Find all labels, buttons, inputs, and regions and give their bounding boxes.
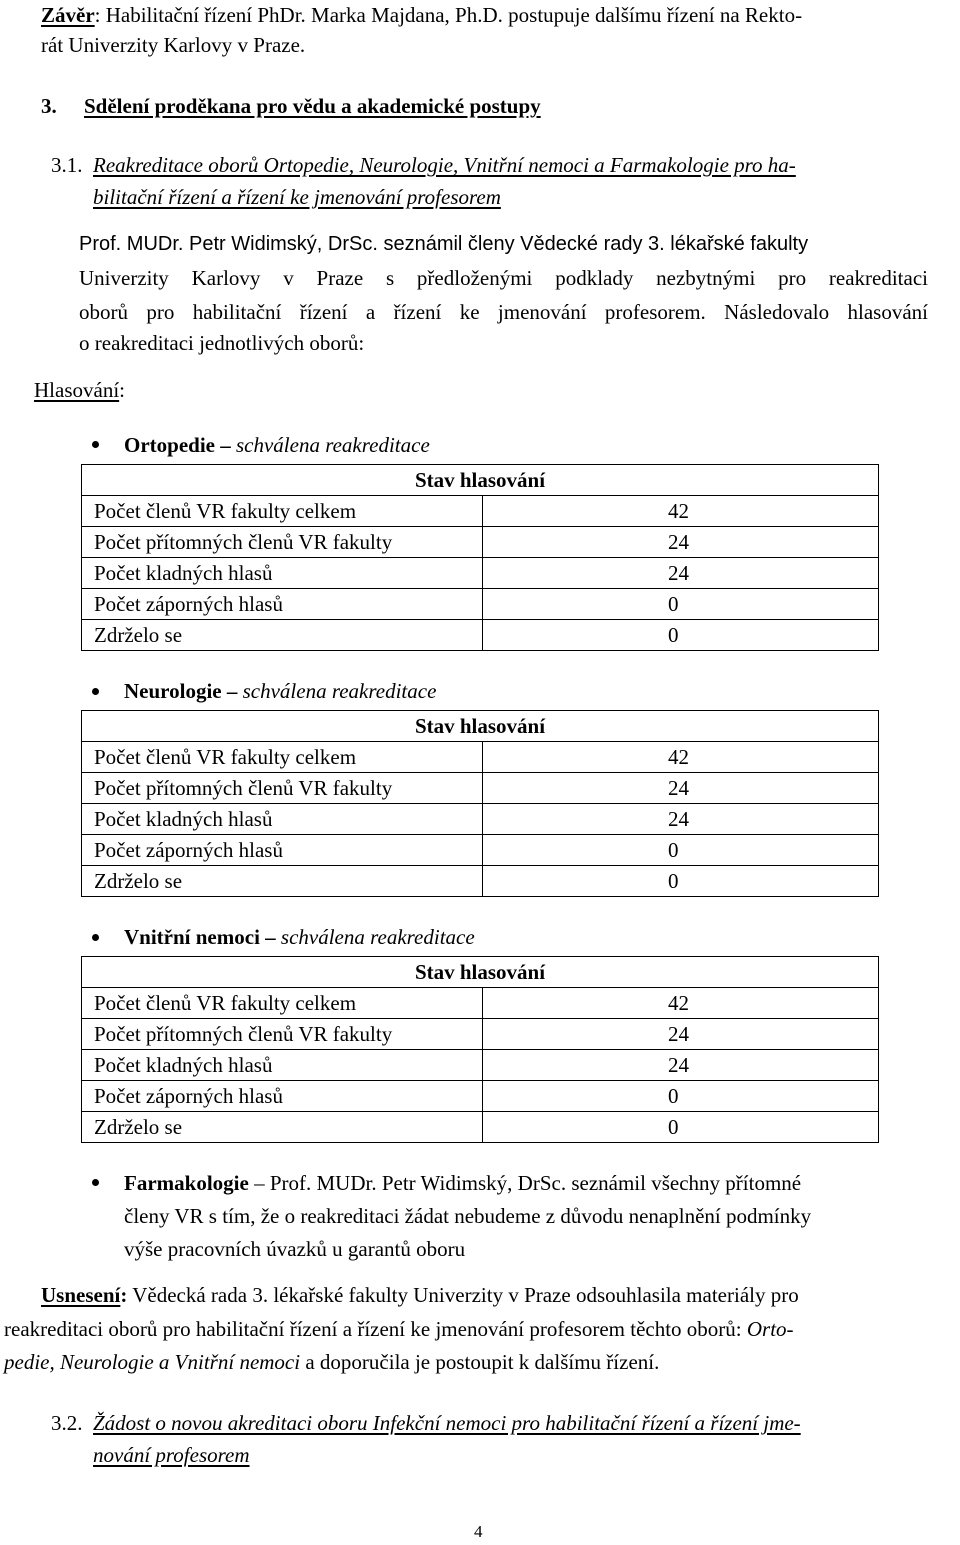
conclusion-line-1 (41, 0, 802, 30)
intro-line-2: Univerzity Karlovy v Praze s předloženými podklady nezbytnými pro reakreditaci (79, 266, 928, 290)
table-row (82, 866, 879, 897)
conclusion-line-2 (41, 30, 305, 60)
page-number: 4 (474, 1522, 483, 1541)
table-row (82, 835, 879, 866)
resolution-line-2 (4, 1314, 794, 1344)
intro-line-4: o reakreditaci jednotlivých oborů: (79, 331, 365, 355)
table-header: Stav hlasování (82, 465, 879, 496)
table-row (82, 558, 879, 589)
row-value: 42 (483, 742, 879, 773)
vote-result: schválena reakreditace (235, 433, 430, 457)
row-value: 0 (483, 620, 879, 651)
conclusion-label: Závěr (41, 3, 95, 27)
table-row (82, 1112, 879, 1143)
subsection-3-1-title-line-2: bilitační řízení a řízení ke jmenování profesorem (93, 185, 501, 209)
resolution-fields-start: Orto- (746, 1317, 794, 1341)
table-row (82, 1019, 879, 1050)
row-value: 0 (483, 866, 879, 897)
row-label: Počet kladných hlasů (82, 1050, 483, 1081)
vote-vnitrni-nemoci-heading (124, 922, 475, 952)
table-header-row (82, 957, 879, 988)
subsection-3-2-number: 3.2. (51, 1411, 83, 1435)
row-label: Počet kladných hlasů (82, 558, 483, 589)
resolution-line-3 (4, 1347, 659, 1377)
section-3-heading (41, 91, 541, 121)
row-label: Zdrželo se (82, 1112, 483, 1143)
row-value: 42 (483, 496, 879, 527)
bullet-icon (92, 441, 99, 448)
row-value: 24 (483, 1019, 879, 1050)
resolution-colon: : (120, 1283, 128, 1307)
voting-colon: : (119, 378, 125, 402)
table-row (82, 742, 879, 773)
resolution-fields-end: pedie, Neurologie a Vnitřní nemoci (4, 1350, 301, 1374)
row-label: Počet přítomných členů VR fakulty (82, 1019, 483, 1050)
vote-result: schválena reakreditace (242, 679, 437, 703)
table-row (82, 1081, 879, 1112)
conclusion-text-2: rát Univerzity Karlovy v Praze. (41, 33, 306, 57)
table-row (82, 620, 879, 651)
row-label: Počet členů VR fakulty celkem (82, 496, 483, 527)
row-label: Počet přítomných členů VR fakulty (82, 527, 483, 558)
vote-table-ortopedie (81, 464, 879, 651)
section-3-number: 3. (41, 94, 57, 118)
vote-field: Neurologie (124, 679, 222, 703)
row-label: Počet záporných hlasů (82, 589, 483, 620)
resolution-line-1 (41, 1280, 799, 1310)
row-value: 0 (483, 1081, 879, 1112)
row-label: Zdrželo se (82, 620, 483, 651)
row-value: 0 (483, 589, 879, 620)
resolution-text-1: Vědecká rada 3. lékařské fakulty Univerzity v Praze odsouhlasila materiály pro (127, 1283, 799, 1307)
vote-dash: – (214, 433, 236, 457)
table-row (82, 773, 879, 804)
table-header: Stav hlasování (82, 711, 879, 742)
row-value: 24 (483, 1050, 879, 1081)
row-value: 24 (483, 773, 879, 804)
resolution-label: Usnesení (41, 1283, 121, 1307)
row-value: 0 (483, 835, 879, 866)
table-header-row (82, 465, 879, 496)
pharmacology-line-1 (124, 1168, 801, 1198)
vote-dash: – (259, 925, 281, 949)
table-header-row (82, 711, 879, 742)
row-value: 24 (483, 558, 879, 589)
vote-dash: – (221, 679, 243, 703)
pharmacology-field: Farmakologie (124, 1171, 249, 1195)
table-header: Stav hlasování (82, 957, 879, 988)
vote-field: Vnitřní nemoci (124, 925, 260, 949)
intro-line-1: Prof. MUDr. Petr Widimský, DrSc. seznámil členy Vědecké rady 3. lékařské fakulty (79, 233, 809, 255)
subsection-3-2-title-line-1: Žádost o novou akreditaci oboru Infekční nemoci pro habilitační řízení a řízení jme- (93, 1411, 801, 1435)
row-value: 0 (483, 1112, 879, 1143)
resolution-text-3: a doporučila je postoupit k dalšímu řízení. (300, 1350, 660, 1374)
row-label: Počet členů VR fakulty celkem (82, 988, 483, 1019)
row-label: Počet přítomných členů VR fakulty (82, 773, 483, 804)
voting-heading (34, 375, 125, 405)
vote-neurologie-heading (124, 676, 436, 706)
vote-result: schválena reakreditace (280, 925, 475, 949)
row-label: Počet záporných hlasů (82, 835, 483, 866)
vote-field: Ortopedie (124, 433, 215, 457)
table-row (82, 589, 879, 620)
vote-ortopedie-heading (124, 430, 430, 460)
pharmacology-text-1: – Prof. MUDr. Petr Widimský, DrSc. seznámil všechny přítomné (248, 1171, 802, 1195)
row-label: Zdrželo se (82, 866, 483, 897)
row-label: Počet členů VR fakulty celkem (82, 742, 483, 773)
bullet-icon (92, 688, 99, 695)
vote-table-neurologie (81, 710, 879, 897)
table-row (82, 1050, 879, 1081)
table-row (82, 988, 879, 1019)
conclusion-text-1: : Habilitační řízení PhDr. Marka Majdana, Ph.D. postupuje dalšímu řízení na Rekto- (94, 3, 803, 27)
row-label: Počet kladných hlasů (82, 804, 483, 835)
bullet-icon (92, 1179, 99, 1186)
section-3-title: Sdělení proděkana pro vědu a akademické postupy (84, 94, 541, 118)
intro-line-3: oborů pro habilitační řízení a řízení ke jmenování profesorem. Následovalo hlasování (79, 300, 928, 324)
row-value: 24 (483, 804, 879, 835)
resolution-text-2: reakreditaci oborů pro habilitační řízení a řízení ke jmenování profesorem těchto oborů: (4, 1317, 747, 1341)
subsection-3-2-title-line-2: nování profesorem (93, 1443, 250, 1467)
subsection-3-1-title-line-1: Reakreditace oborů Ortopedie, Neurologie, Vnitřní nemoci a Farmakologie pro ha- (93, 153, 796, 177)
table-row (82, 496, 879, 527)
table-row (82, 527, 879, 558)
bullet-icon (92, 934, 99, 941)
vote-table-vnitrni-nemoci (81, 956, 879, 1143)
pharmacology-line-2: členy VR s tím, že o reakreditaci žádat nebudeme z důvodu nenaplnění podmínky (124, 1204, 812, 1228)
table-row (82, 804, 879, 835)
subsection-3-1-number: 3.1. (51, 153, 83, 177)
voting-label: Hlasování (34, 378, 120, 402)
pharmacology-line-3: výše pracovních úvazků u garantů oboru (124, 1237, 466, 1261)
row-value: 42 (483, 988, 879, 1019)
row-label: Počet záporných hlasů (82, 1081, 483, 1112)
row-value: 24 (483, 527, 879, 558)
